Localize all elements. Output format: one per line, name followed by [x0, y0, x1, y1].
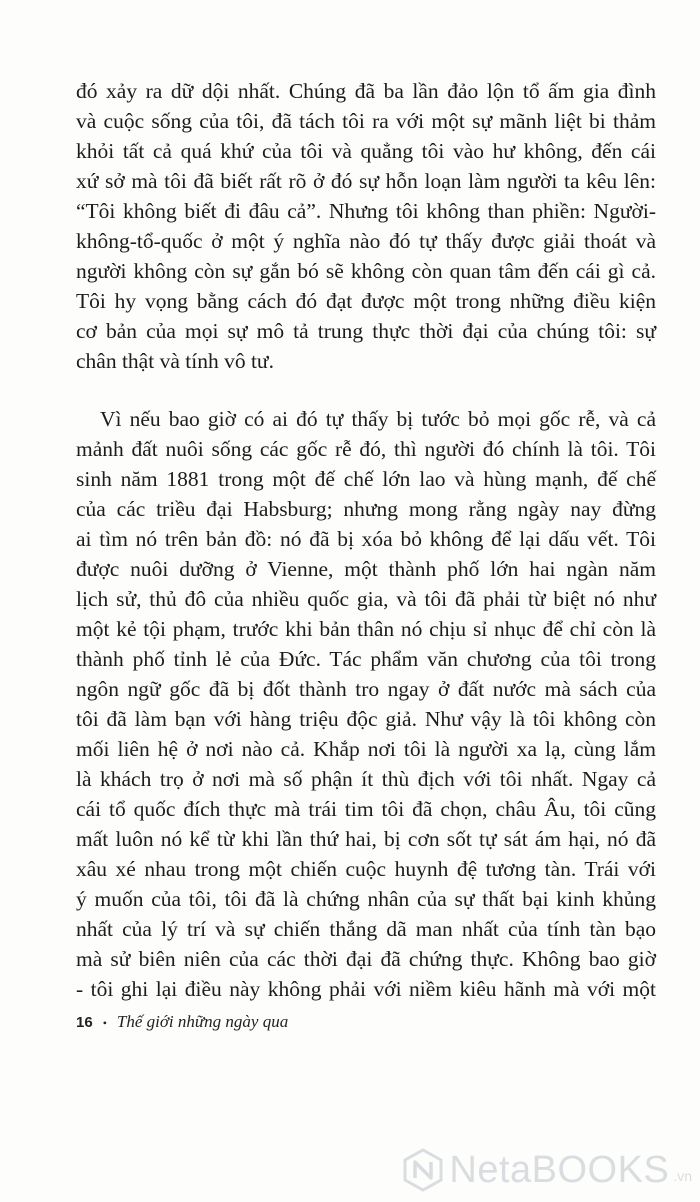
- paragraph-1: [76, 76, 656, 376]
- paragraph-2: [76, 404, 656, 1004]
- paragraph-gap: [76, 376, 656, 404]
- page-number: 16: [76, 1014, 93, 1031]
- text-line: chân thật và tính vô tư.: [76, 349, 274, 373]
- running-title: Thế giới những ngày qua: [116, 1012, 289, 1031]
- text-line: thành phố tỉnh lẻ của Đức. Tác phẩm văn chương của tôi trong: [76, 647, 656, 671]
- text-line: mà sử biên niên của các thời đại đã chứng thực. Không bao giờ: [76, 947, 656, 971]
- text-line: và cuộc sống của tôi, đã tách tôi ra với một sự mãnh liệt bi thảm: [76, 109, 656, 133]
- text-line: khỏi tất cả quá khứ của tôi và quẳng tôi vào hư không, đến cái: [76, 139, 656, 163]
- text-line: sinh năm 1881 trong một đế chế lớn lao và hùng mạnh, đế chế: [76, 467, 656, 491]
- text-line: được nuôi dưỡng ở Vienne, một thành phố lớn hai ngàn năm: [76, 557, 656, 581]
- body-text: [76, 76, 656, 1004]
- text-line: ý muốn của tôi, tôi đã là chứng nhân của sự thất bại kinh khủng: [76, 887, 656, 911]
- text-line: đó xảy ra dữ dội nhất. Chúng đã ba lần đảo lộn tổ ấm gia đình: [76, 79, 656, 103]
- text-line: một kẻ tội phạm, trước khi bản thân nó chịu sỉ nhục để chỉ còn là: [76, 617, 656, 641]
- text-line: không-tổ-quốc ở một ý nghĩa nào đó tự thấy được giải thoát và: [76, 229, 656, 253]
- text-line: là khách trọ ở nơi mà số phận ít thù địch với tôi nhất. Ngay cả: [76, 767, 656, 791]
- text-line: cái tổ quốc đích thực mà trái tim tôi đã chọn, châu Âu, tôi cũng: [76, 797, 656, 821]
- text-line: mất luôn nó kể từ khi lần thứ hai, bị cơn sốt tự sát ám hại, nó đã: [76, 827, 656, 851]
- footer-bullet: •: [102, 1016, 107, 1030]
- text-line: ai tìm nó trên bản đồ: nó đã bị xóa bỏ không để lại dấu vết. Tôi: [76, 527, 656, 551]
- text-line: của các triều đại Habsburg; nhưng mong rằng ngày nay đừng: [76, 497, 656, 521]
- watermark-brand: NetaBOOKS: [449, 1148, 670, 1191]
- netabooks-logo-icon: [401, 1148, 445, 1192]
- text-line: Vì nếu bao giờ có ai đó tự thấy bị tước bỏ mọi gốc rễ, và cả: [100, 407, 656, 431]
- text-line: lịch sử, thủ đô của nhiều quốc gia, và tôi đã phải từ biệt nó như: [76, 587, 656, 611]
- text-line: mối liên hệ ở nơi nào cả. Khắp nơi tôi là người xa lạ, cùng lắm: [76, 737, 656, 761]
- text-line: xứ sở mà tôi đã biết rất rõ ở đó sự hỗn loạn làm người ta kêu lên:: [76, 169, 656, 193]
- watermark: [401, 1148, 692, 1192]
- text-line: mảnh đất nuôi sống các gốc rễ đó, thì người đó chính là tôi. Tôi: [76, 437, 656, 461]
- text-line: ngôn ngữ gốc đã bị đốt thành tro ngay ở đất nước mà sách của: [76, 677, 656, 701]
- text-line: nhất của lý trí và sự chiến thắng dã man nhất của tính tàn bạo: [76, 917, 656, 941]
- page-footer: [76, 1012, 288, 1032]
- text-line: “Tôi không biết đi đâu cả”. Nhưng tôi không than phiền: Người-: [76, 199, 656, 223]
- text-line: người không còn sự gắn bó sẽ không còn quan tâm đến cái gì cả.: [76, 259, 656, 283]
- text-line: Tôi hy vọng bằng cách đó đạt được một trong những điều kiện: [76, 289, 656, 313]
- watermark-suffix: .vn: [673, 1168, 692, 1184]
- text-line: xâu xé nhau trong một chiến cuộc huynh đệ tương tàn. Trái với: [76, 857, 656, 881]
- text-line: tôi đã làm bạn với hàng triệu độc giả. Như vậy là tôi không còn: [76, 707, 656, 731]
- text-line: cơ bản của mọi sự mô tả trung thực thời đại của chúng tôi: sự: [76, 319, 656, 343]
- text-line: - tôi ghi lại điều này không phải với niềm kiêu hãnh mà với một: [76, 977, 656, 1001]
